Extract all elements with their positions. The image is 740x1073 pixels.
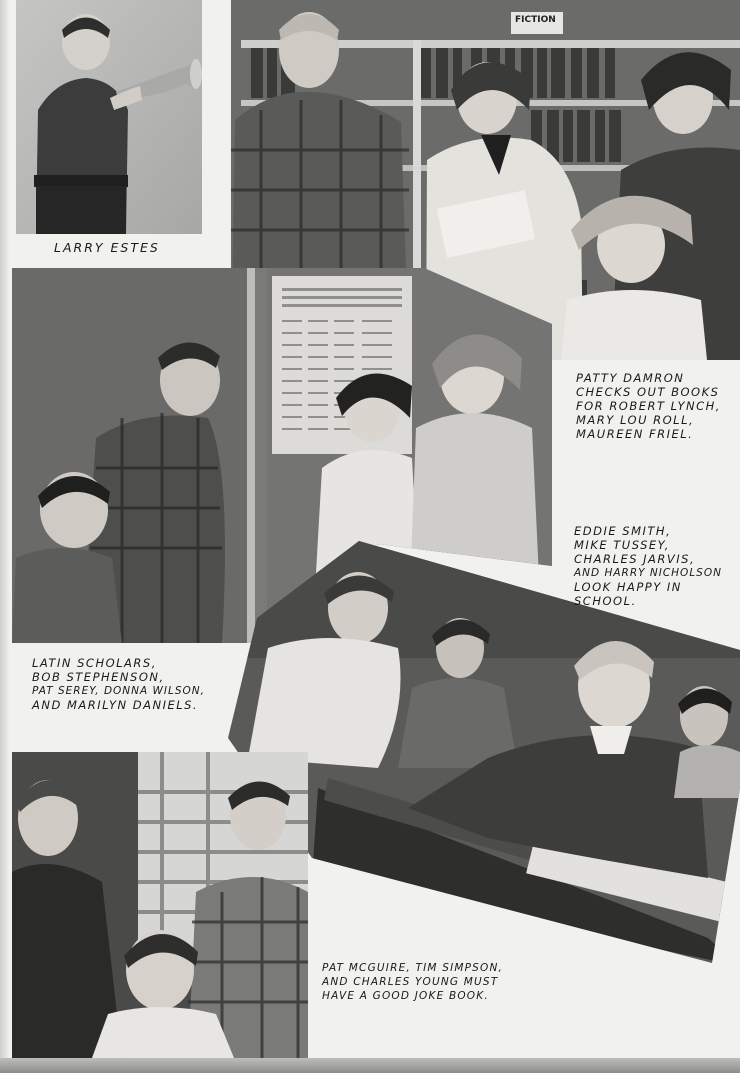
caption-larry-estes [54, 241, 160, 255]
caption-line: AND CHARLES YOUNG MUST [322, 976, 499, 988]
caption-line: CHARLES JARVIS, [574, 552, 696, 566]
caption-library [576, 371, 721, 441]
caption-line: LATIN SCHOLARS, [32, 656, 157, 670]
caption-line: SCHOOL. [574, 594, 637, 608]
caption-line: HAVE A GOOD JOKE BOOK. [322, 990, 489, 1002]
page-bottom-edge [0, 1058, 740, 1073]
caption-line: AND HARRY NICHOLSON [574, 567, 722, 579]
caption-line: AND MARILYN DANIELS. [32, 698, 199, 712]
caption-line: LARRY ESTES [54, 240, 160, 255]
caption-line: MIKE TUSSEY, [574, 538, 670, 552]
photo-trumpet-player [16, 0, 202, 234]
photo-joke-book [12, 752, 308, 1058]
caption-line: FOR ROBERT LYNCH, [576, 399, 721, 413]
page-edge [0, 0, 10, 1073]
caption-joke-book [322, 961, 503, 1003]
caption-line: LOOK HAPPY IN [574, 580, 682, 594]
caption-line: PAT SEREY, DONNA WILSON, [32, 685, 205, 697]
caption-line: EDDIE SMITH, [574, 524, 672, 538]
caption-line: PAT MCGUIRE, TIM SIMPSON, [322, 962, 504, 974]
caption-line: CHECKS OUT BOOKS [576, 385, 720, 399]
caption-line: MARY LOU ROLL, [576, 413, 695, 427]
fiction-sign: FICTION [515, 15, 556, 25]
caption-latin-scholars [32, 656, 205, 712]
caption-line: PATTY DAMRON [576, 371, 685, 385]
caption-happy-in-school [574, 524, 722, 608]
caption-line: MAUREEN FRIEL. [576, 427, 694, 441]
caption-line: BOB STEPHENSON, [32, 670, 165, 684]
